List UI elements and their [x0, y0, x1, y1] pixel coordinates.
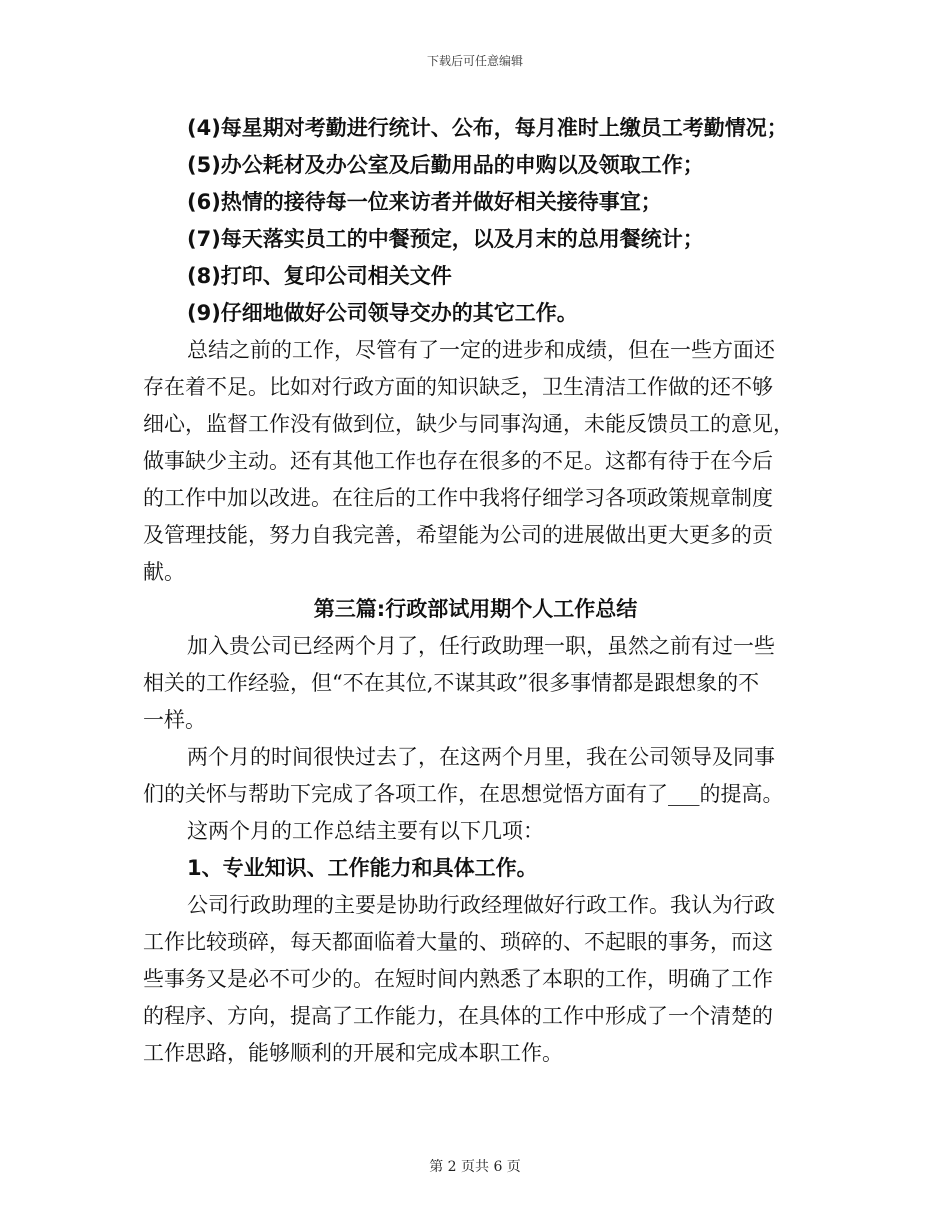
text-line: (9)仔细地做好公司领导交办的其它工作。: [187, 301, 578, 325]
text-line: 工作思路，能够顺利的开展和完成本职工作。: [143, 1041, 563, 1065]
page-header: 下载后可任意编辑: [426, 54, 523, 68]
text-line: 的工作中加以改进。在往后的工作中我将仔细学习各项政策规章制度: [143, 486, 773, 510]
text-line: 及管理技能，努力自我完善，希望能为公司的进展做出更大更多的贡: [143, 523, 773, 547]
page-footer: 第 2 页共 6 页: [429, 1159, 521, 1175]
text-line: 一样。: [143, 708, 206, 732]
text-line: (7)每天落实员工的中餐预定，以及月末的总用餐统计；: [187, 227, 704, 251]
text-line: 做事缺少主动。还有其他工作也存在很多的不足。这都有待于在今后: [143, 449, 773, 473]
text-line: 公司行政助理的主要是协助行政经理做好行政工作。我认为行政: [187, 893, 775, 917]
text-line: 些事务又是必不可少的。在短时间内熟悉了本职的工作，明确了工作: [143, 967, 773, 991]
text-line: (5)办公耗材及办公室及后勤用品的申购以及领取工作；: [187, 153, 704, 177]
text-line: (4)每星期对考勤进行统计、公布，每月准时上缴员工考勤情况；: [187, 116, 788, 140]
section-title: 第三篇:行政部试用期个人工作总结: [313, 597, 638, 621]
document-body: [143, 110, 808, 1072]
text-line: 总结之前的工作，尽管有了一定的进步和成绩，但在一些方面还: [187, 338, 775, 362]
text-line: 工作比较琐碎，每天都面临着大量的、琐碎的、不起眼的事务，而这: [143, 930, 773, 954]
text-line: 细心，监督工作没有做到位，缺少与同事沟通，未能反馈员工的意见，: [143, 412, 794, 436]
text-line: (8)打印、复印公司相关文件: [187, 264, 452, 288]
text-line: 献。: [143, 560, 185, 584]
text-line: 存在着不足。比如对行政方面的知识缺乏，卫生清洁工作做的还不够: [143, 375, 773, 399]
text-line: 这两个月的工作总结主要有以下几项：: [187, 819, 544, 843]
text-line: 们的关怀与帮助下完成了各项工作，在思想觉悟方面有了___的提高。: [143, 782, 784, 806]
text-line: 相关的工作经验，但“不在其位,不谋其政”很多事情都是跟想象的不: [143, 671, 760, 695]
text-line: 两个月的时间很快过去了，在这两个月里，我在公司领导及同事: [187, 745, 775, 769]
text-line: 1、专业知识、工作能力和具体工作。: [187, 856, 538, 880]
text-line: (6)热情的接待每一位来访者并做好相关接待事宜；: [187, 190, 662, 214]
text-line: 加入贵公司已经两个月了，任行政助理一职，虽然之前有过一些: [187, 634, 775, 658]
text-line: 的程序、方向，提高了工作能力，在具体的工作中形成了一个清楚的: [143, 1004, 773, 1028]
